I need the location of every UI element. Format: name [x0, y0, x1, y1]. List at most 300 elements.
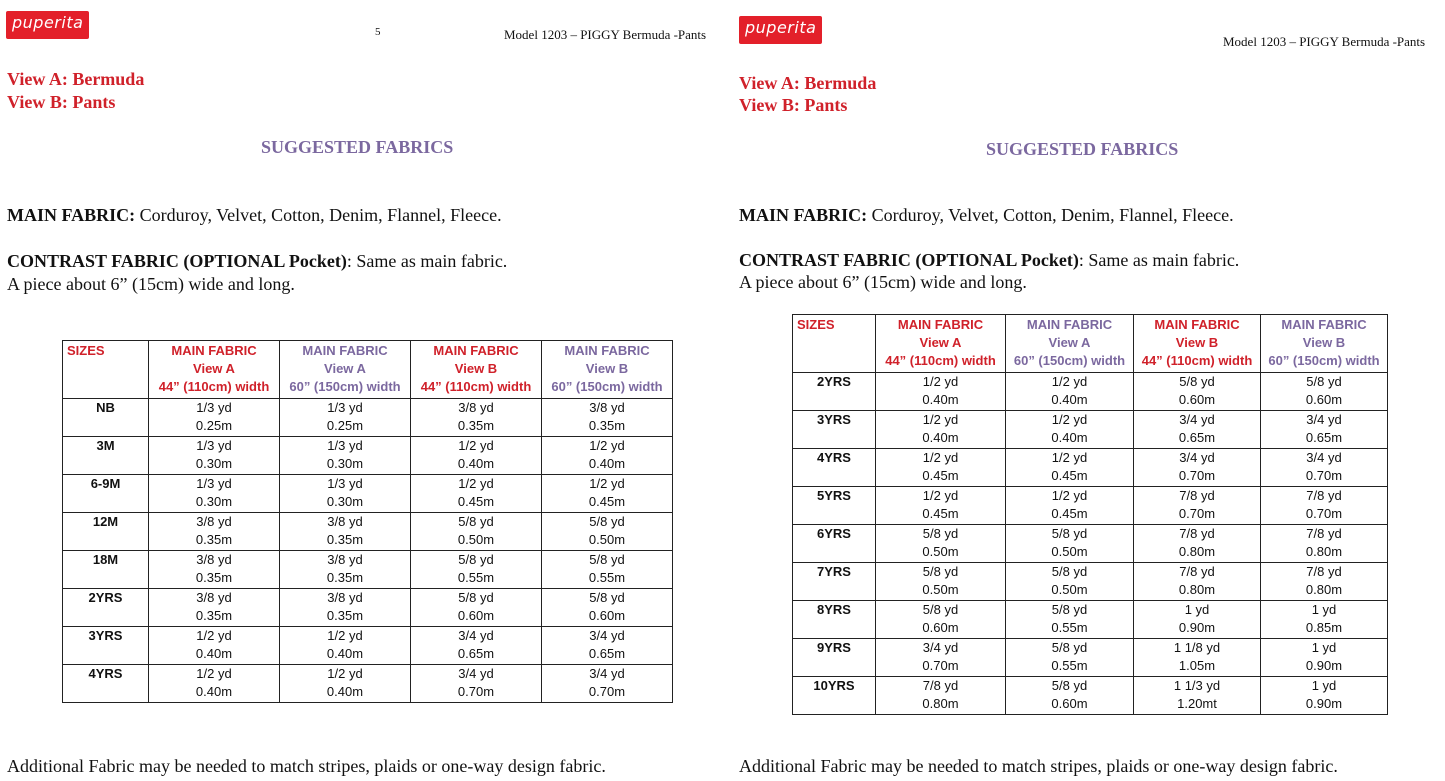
meter-value: 0.55m: [1051, 620, 1088, 635]
yardage-cell: [411, 437, 542, 475]
contrast-fabric-note: A piece about 6” (15cm) wide and long.: [7, 274, 295, 294]
yardage-cell: [542, 475, 673, 513]
column-header-line1: MAIN FABRIC: [433, 343, 519, 358]
yard-value: 1/2 yd: [1051, 412, 1088, 427]
yardage-cell: [876, 373, 1006, 411]
yard-value: 3/8 yd: [327, 552, 363, 567]
yardage-cell: [876, 525, 1006, 563]
meter-value: 0.35m: [195, 570, 233, 585]
column-header-line2: View A: [193, 361, 235, 376]
size-cell: 4YRS: [793, 449, 876, 487]
yard-value: 1 1/8 yd: [1173, 640, 1221, 655]
yardage-cell: [1134, 373, 1261, 411]
meter-value: 0.65m: [1178, 430, 1216, 445]
column-header: [1261, 315, 1388, 373]
yardage-cell: [1134, 449, 1261, 487]
meter-value: 0.70m: [1178, 506, 1216, 521]
meter-value: 0.65m: [588, 646, 626, 661]
yard-value: 1 yd: [1184, 602, 1210, 617]
table-row: [63, 399, 673, 437]
meter-value: 0.80m: [1178, 582, 1216, 597]
size-cell: 6-9M: [63, 475, 149, 513]
yardage-cell: [411, 627, 542, 665]
yard-value: 3/8 yd: [589, 400, 625, 415]
yard-value: 1/2 yd: [589, 438, 625, 453]
yardage-cell: [1261, 677, 1388, 715]
yard-value: 1 yd: [1311, 678, 1337, 693]
yardage-cell: [149, 627, 280, 665]
yardage-cell: [542, 665, 673, 703]
yardage-cell: [1134, 677, 1261, 715]
yard-value: 1/3 yd: [196, 400, 232, 415]
yard-value: 5/8 yd: [589, 552, 625, 567]
yardage-cell: [411, 399, 542, 437]
meter-value: 0.35m: [326, 532, 364, 547]
puperita-logo: [739, 16, 822, 44]
yardage-cell: [280, 665, 411, 703]
main-fabric-text: Corduroy, Velvet, Cotton, Denim, Flannel, Fleece.: [867, 205, 1234, 225]
meter-value: 0.40m: [1051, 430, 1088, 445]
contrast-fabric-text: : Same as main fabric.: [1078, 250, 1240, 270]
yard-value: 1 yd: [1311, 640, 1337, 655]
yard-value: 3/4 yd: [1179, 412, 1215, 427]
yard-value: 7/8 yd: [1306, 526, 1342, 541]
table-row: [63, 589, 673, 627]
fabric-requirements-table: [62, 340, 673, 703]
yardage-cell: [542, 589, 673, 627]
yard-value: 1/2 yd: [1051, 374, 1088, 389]
meter-value: 0.30m: [195, 456, 233, 471]
column-header-line3: 44” (110cm) width: [420, 379, 532, 394]
yard-value: 3/4 yd: [458, 666, 494, 681]
main-fabric-line: [739, 205, 1234, 226]
meter-value: 0.55m: [457, 570, 495, 585]
table-row: [793, 677, 1388, 715]
contrast-fabric-line: [7, 251, 507, 272]
meter-value: 1.20mt: [1177, 696, 1217, 711]
yard-value: 1/2 yd: [1051, 488, 1088, 503]
column-header-line1: MAIN FABRIC: [1154, 317, 1240, 332]
table-row: [63, 665, 673, 703]
yardage-cell: [876, 487, 1006, 525]
meter-value: 0.55m: [1051, 658, 1088, 673]
size-cell: 9YRS: [793, 639, 876, 677]
yard-value: 1/3 yd: [327, 476, 363, 491]
column-header: [542, 341, 673, 399]
size-cell: 5YRS: [793, 487, 876, 525]
meter-value: 0.25m: [326, 418, 364, 433]
yard-value: 1/2 yd: [458, 438, 494, 453]
view-a-title: View A: Bermuda: [739, 73, 877, 93]
size-cell: 8YRS: [793, 601, 876, 639]
yardage-cell: [1006, 639, 1134, 677]
yard-value: 5/8 yd: [589, 514, 625, 529]
meter-value: 0.80m: [1305, 582, 1343, 597]
contrast-fabric-label: CONTRAST FABRIC (OPTIONAL Pocket): [739, 250, 1079, 270]
column-header-line1: MAIN FABRIC: [897, 317, 984, 332]
yard-value: 1/2 yd: [589, 476, 625, 491]
yard-value: 1/2 yd: [327, 666, 363, 681]
yardage-cell: [542, 437, 673, 475]
yard-value: 1/2 yd: [327, 628, 363, 643]
meter-value: 0.60m: [1178, 392, 1216, 407]
main-fabric-label: MAIN FABRIC:: [7, 205, 136, 225]
column-header-line2: View B: [585, 361, 629, 376]
yard-value: 5/8 yd: [1051, 640, 1088, 655]
yardage-cell: [411, 551, 542, 589]
logo-text: puperita: [12, 13, 84, 32]
meter-value: 0.65m: [457, 646, 495, 661]
meter-value: 0.60m: [1305, 392, 1343, 407]
column-header-line3: 60” (150cm) width: [289, 379, 401, 394]
yard-value: 1/2 yd: [1051, 450, 1088, 465]
yardage-cell: [1134, 601, 1261, 639]
yard-value: 7/8 yd: [1306, 564, 1342, 579]
meter-value: 0.40m: [326, 646, 364, 661]
yardage-cell: [1006, 411, 1134, 449]
meter-value: 0.50m: [457, 532, 495, 547]
size-cell: 2YRS: [63, 589, 149, 627]
yard-value: 1/2 yd: [922, 374, 959, 389]
meter-value: 0.35m: [195, 608, 233, 623]
yard-value: 3/4 yd: [458, 628, 494, 643]
meter-value: 0.40m: [588, 456, 626, 471]
suggested-fabrics-heading: SUGGESTED FABRICS: [261, 137, 454, 157]
column-header-line3: 44” (110cm) width: [885, 353, 996, 368]
yardage-cell: [876, 639, 1006, 677]
column-header-line2: View A: [1048, 335, 1091, 350]
yardage-cell: [149, 589, 280, 627]
yard-value: 1 yd: [1311, 602, 1337, 617]
yardage-cell: [149, 399, 280, 437]
meter-value: 0.35m: [588, 418, 626, 433]
column-header-line3: 44” (110cm) width: [1141, 353, 1253, 368]
meter-value: 0.90m: [1178, 620, 1216, 635]
yard-value: 5/8 yd: [1051, 526, 1088, 541]
meter-value: 0.90m: [1305, 696, 1343, 711]
meter-value: 0.70m: [457, 684, 495, 699]
contrast-fabric-line: [739, 250, 1239, 271]
table-row: [63, 551, 673, 589]
table-row: [63, 437, 673, 475]
yardage-cell: [542, 399, 673, 437]
column-header-line1: MAIN FABRIC: [564, 343, 650, 358]
column-header-line3: 60” (150cm) width: [1013, 353, 1126, 368]
meter-value: 0.45m: [922, 506, 959, 521]
yardage-cell: [1006, 677, 1134, 715]
table-row: [793, 487, 1388, 525]
meter-value: 0.60m: [1051, 696, 1088, 711]
column-header-line2: View B: [1175, 335, 1219, 350]
yardage-cell: [1134, 525, 1261, 563]
yard-value: 7/8 yd: [1306, 488, 1342, 503]
yard-value: 3/4 yd: [1306, 450, 1342, 465]
contrast-fabric-note: A piece about 6” (15cm) wide and long.: [739, 272, 1027, 292]
column-header-line3: 60” (150cm) width: [551, 379, 663, 394]
yard-value: 5/8 yd: [1051, 602, 1088, 617]
view-b-title: View B: Pants: [7, 92, 116, 112]
page-number: 5: [375, 26, 381, 38]
yard-value: 5/8 yd: [922, 564, 959, 579]
yard-value: 3/4 yd: [1179, 450, 1215, 465]
meter-value: 0.25m: [195, 418, 233, 433]
column-header: [411, 341, 542, 399]
meter-value: 0.45m: [457, 494, 495, 509]
yardage-cell: [280, 475, 411, 513]
table-row: [793, 601, 1388, 639]
table-row: [63, 475, 673, 513]
footer-note: Additional Fabric may be needed to match stripes, plaids or one-way design fabric.: [739, 756, 1338, 776]
table-row: [793, 639, 1388, 677]
yardage-cell: [149, 665, 280, 703]
yardage-cell: [1006, 525, 1134, 563]
yard-value: 5/8 yd: [922, 526, 959, 541]
meter-value: 0.60m: [457, 608, 495, 623]
puperita-logo: [6, 11, 89, 39]
main-fabric-label: MAIN FABRIC:: [739, 205, 868, 225]
yardage-cell: [876, 677, 1006, 715]
meter-value: 0.50m: [1051, 582, 1088, 597]
yard-value: 5/8 yd: [458, 590, 494, 605]
meter-value: 0.50m: [588, 532, 626, 547]
table-header-row: [63, 341, 673, 399]
yard-value: 3/8 yd: [458, 400, 494, 415]
contrast-fabric-text: : Same as main fabric.: [346, 251, 508, 271]
yard-value: 1/2 yd: [922, 488, 959, 503]
size-cell: 2YRS: [793, 373, 876, 411]
yard-value: 5/8 yd: [1051, 564, 1088, 579]
meter-value: 0.80m: [1305, 544, 1343, 559]
yardage-cell: [280, 627, 411, 665]
table-row: [793, 411, 1388, 449]
column-header: [876, 315, 1006, 373]
left-page: [0, 0, 722, 781]
column-header-line1: MAIN FABRIC: [302, 343, 388, 358]
yard-value: 1/3 yd: [327, 438, 363, 453]
table-header-row: [793, 315, 1388, 373]
yardage-cell: [1006, 449, 1134, 487]
meter-value: 0.70m: [588, 684, 626, 699]
meter-value: 0.70m: [1178, 468, 1216, 483]
table-row: [793, 563, 1388, 601]
yard-value: 3/4 yd: [589, 666, 625, 681]
meter-value: 0.35m: [326, 570, 364, 585]
yard-value: 5/8 yd: [458, 552, 494, 567]
yardage-cell: [280, 437, 411, 475]
meter-value: 0.50m: [922, 582, 959, 597]
column-header-line1: MAIN FABRIC: [1281, 317, 1367, 332]
yard-value: 1/2 yd: [196, 628, 232, 643]
view-b-title: View B: Pants: [739, 95, 848, 115]
yardage-cell: [876, 449, 1006, 487]
meter-value: 0.80m: [1178, 544, 1216, 559]
size-cell: 18M: [63, 551, 149, 589]
yardage-cell: [280, 513, 411, 551]
yard-value: 3/8 yd: [196, 590, 232, 605]
yardage-cell: [1006, 563, 1134, 601]
yardage-cell: [1261, 411, 1388, 449]
yardage-cell: [542, 513, 673, 551]
table-row: [793, 525, 1388, 563]
column-header-line2: View A: [919, 335, 962, 350]
yard-value: 1/2 yd: [196, 666, 232, 681]
yardage-cell: [1261, 449, 1388, 487]
yard-value: 5/8 yd: [1306, 374, 1342, 389]
column-header: [1006, 315, 1134, 373]
column-header: [280, 341, 411, 399]
yard-value: 3/8 yd: [327, 590, 363, 605]
yard-value: 3/4 yd: [922, 640, 959, 655]
meter-value: 1.05m: [1178, 658, 1216, 673]
yardage-cell: [149, 513, 280, 551]
meter-value: 0.60m: [922, 620, 959, 635]
yard-value: 1/2 yd: [458, 476, 494, 491]
yard-value: 3/8 yd: [196, 552, 232, 567]
meter-value: 0.40m: [922, 392, 959, 407]
suggested-fabrics-heading: SUGGESTED FABRICS: [986, 139, 1179, 159]
table-row: [793, 449, 1388, 487]
model-title: Model 1203 – PIGGY Bermuda -Pants: [504, 27, 707, 42]
meter-value: 0.40m: [195, 684, 233, 699]
yardage-cell: [280, 399, 411, 437]
yard-value: 5/8 yd: [1179, 374, 1215, 389]
meter-value: 0.85m: [1305, 620, 1343, 635]
table-row: [63, 513, 673, 551]
yardage-cell: [1134, 563, 1261, 601]
fabric-requirements-table: [792, 314, 1388, 715]
yard-value: 1/3 yd: [327, 400, 363, 415]
main-fabric-line: [7, 205, 502, 226]
meter-value: 0.30m: [326, 494, 364, 509]
yardage-cell: [876, 411, 1006, 449]
column-header-line1: MAIN FABRIC: [1026, 317, 1113, 332]
yardage-cell: [411, 665, 542, 703]
yardage-cell: [1134, 487, 1261, 525]
size-cell: 3M: [63, 437, 149, 475]
size-cell: 6YRS: [793, 525, 876, 563]
meter-value: 0.40m: [1051, 392, 1088, 407]
yard-value: 5/8 yd: [458, 514, 494, 529]
yard-value: 1 1/3 yd: [1173, 678, 1221, 693]
table-row: [793, 373, 1388, 411]
main-fabric-text: Corduroy, Velvet, Cotton, Denim, Flannel, Fleece.: [135, 205, 502, 225]
yardage-cell: [149, 551, 280, 589]
meter-value: 0.60m: [588, 608, 626, 623]
yardage-cell: [1261, 373, 1388, 411]
yardage-cell: [876, 563, 1006, 601]
size-cell: 3YRS: [793, 411, 876, 449]
meter-value: 0.50m: [922, 544, 959, 559]
meter-value: 0.45m: [1051, 468, 1088, 483]
size-cell: 7YRS: [793, 563, 876, 601]
meter-value: 0.90m: [1305, 658, 1343, 673]
table-row: [63, 627, 673, 665]
size-cell: 10YRS: [793, 677, 876, 715]
column-header: [149, 341, 280, 399]
yard-value: 5/8 yd: [922, 602, 959, 617]
meter-value: 0.35m: [326, 608, 364, 623]
meter-value: 0.35m: [457, 418, 495, 433]
meter-value: 0.70m: [922, 658, 959, 673]
model-title: Model 1203 – PIGGY Bermuda -Pants: [1223, 34, 1426, 49]
size-cell: 12M: [63, 513, 149, 551]
yard-value: 5/8 yd: [589, 590, 625, 605]
yardage-cell: [1134, 639, 1261, 677]
yard-value: 1/2 yd: [922, 412, 959, 427]
contrast-fabric-label: CONTRAST FABRIC (OPTIONAL Pocket): [7, 251, 347, 271]
yard-value: 5/8 yd: [1051, 678, 1088, 693]
meter-value: 0.70m: [1305, 506, 1343, 521]
yardage-cell: [1261, 525, 1388, 563]
column-header-line2: View B: [1302, 335, 1346, 350]
right-page: [733, 0, 1445, 781]
yardage-cell: [280, 589, 411, 627]
yardage-cell: [1134, 411, 1261, 449]
yardage-cell: [1006, 487, 1134, 525]
yard-value: 7/8 yd: [922, 678, 959, 693]
yard-value: 1/3 yd: [196, 438, 232, 453]
column-header-line1: MAIN FABRIC: [171, 343, 257, 358]
yardage-cell: [542, 627, 673, 665]
meter-value: 0.40m: [922, 430, 959, 445]
meter-value: 0.40m: [195, 646, 233, 661]
column-header-line3: 44” (110cm) width: [158, 379, 270, 394]
meter-value: 0.55m: [588, 570, 626, 585]
yard-value: 1/2 yd: [922, 450, 959, 465]
sizes-header: SIZES: [63, 341, 149, 399]
yard-value: 3/4 yd: [589, 628, 625, 643]
meter-value: 0.45m: [922, 468, 959, 483]
yard-value: 7/8 yd: [1179, 564, 1215, 579]
yardage-cell: [1261, 487, 1388, 525]
yardage-cell: [411, 513, 542, 551]
meter-value: 0.80m: [922, 696, 959, 711]
yard-value: 7/8 yd: [1179, 488, 1215, 503]
column-header-line2: View B: [454, 361, 498, 376]
meter-value: 0.70m: [1305, 468, 1343, 483]
view-a-title: View A: Bermuda: [7, 69, 145, 89]
meter-value: 0.50m: [1051, 544, 1088, 559]
meter-value: 0.45m: [1051, 506, 1088, 521]
meter-value: 0.65m: [1305, 430, 1343, 445]
meter-value: 0.30m: [195, 494, 233, 509]
meter-value: 0.45m: [588, 494, 626, 509]
yard-value: 1/3 yd: [196, 476, 232, 491]
yardage-cell: [1261, 563, 1388, 601]
yard-value: 3/8 yd: [196, 514, 232, 529]
sizes-header: SIZES: [793, 315, 876, 373]
yardage-cell: [280, 551, 411, 589]
column-header: [1134, 315, 1261, 373]
size-cell: 3YRS: [63, 627, 149, 665]
yardage-cell: [411, 475, 542, 513]
yard-value: 3/8 yd: [327, 514, 363, 529]
meter-value: 0.40m: [326, 684, 364, 699]
yardage-cell: [1006, 373, 1134, 411]
yardage-cell: [876, 601, 1006, 639]
yard-value: 7/8 yd: [1179, 526, 1215, 541]
yardage-cell: [149, 475, 280, 513]
meter-value: 0.40m: [457, 456, 495, 471]
size-cell: NB: [63, 399, 149, 437]
yardage-cell: [149, 437, 280, 475]
meter-value: 0.30m: [326, 456, 364, 471]
yard-value: 3/4 yd: [1306, 412, 1342, 427]
logo-text: puperita: [745, 18, 817, 37]
yardage-cell: [1261, 639, 1388, 677]
yardage-cell: [1006, 601, 1134, 639]
yardage-cell: [1261, 601, 1388, 639]
